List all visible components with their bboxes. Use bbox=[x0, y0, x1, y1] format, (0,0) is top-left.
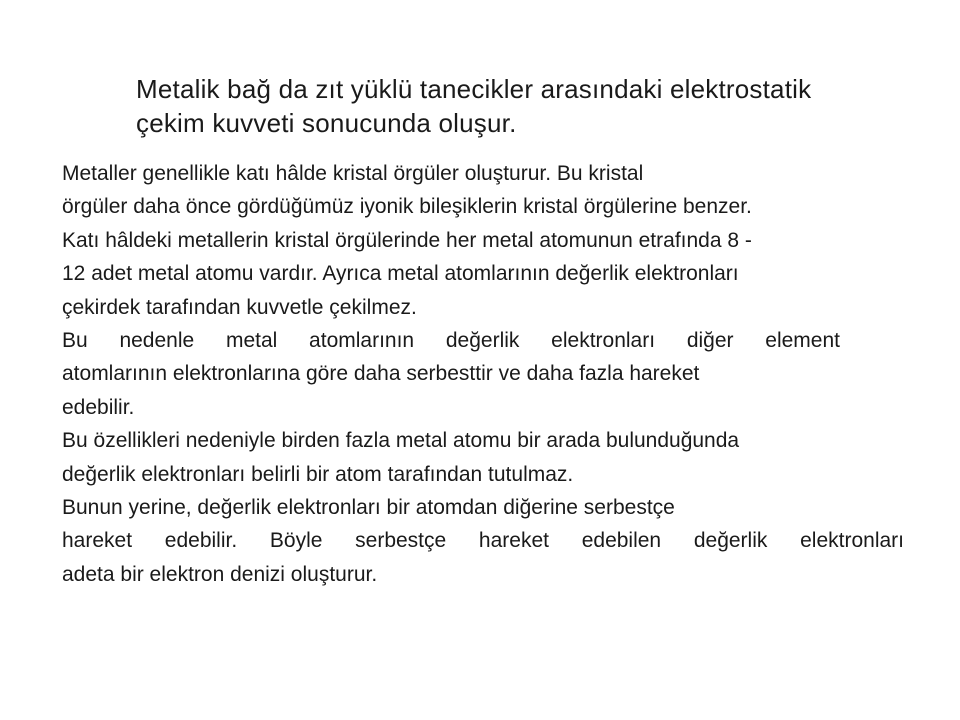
body-line: Bu nedenle metal atomlarının değerlik elektronları diğer element bbox=[62, 329, 840, 353]
body-line: atomlarının elektronlarına göre daha serbesttir ve daha fazla hareket bbox=[62, 362, 700, 386]
body-line: Bunun yerine, değerlik elektronları bir atomdan diğerine serbestçe bbox=[62, 496, 675, 520]
body-line: hareket edebilir. Böyle serbestçe hareket edebilen değerlik elektronları bbox=[62, 529, 904, 553]
body-line: örgüler daha önce gördüğümüz iyonik bileşiklerin kristal örgülerine benzer. bbox=[62, 195, 752, 219]
body-line: Katı hâldeki metallerin kristal örgülerinde her metal atomunun etrafında 8 - bbox=[62, 228, 752, 252]
body-line: 12 adet metal atomu vardır. Ayrıca metal atomlarının değerlik elektronları bbox=[62, 262, 739, 286]
title-line: çekim kuvveti sonucunda oluşur. bbox=[136, 108, 517, 138]
body-line: Metaller genellikle katı hâlde kristal örgüler oluşturur. Bu kristal bbox=[62, 162, 644, 185]
body-line: adeta bir elektron denizi oluşturur. bbox=[62, 562, 378, 586]
slide-body bbox=[62, 157, 912, 591]
body-line: çekirdek tarafından kuvvetle çekilmez. bbox=[62, 295, 417, 319]
body-line: değerlik elektronları belirli bir atom tarafından tutulmaz. bbox=[62, 462, 574, 486]
slide-title bbox=[136, 72, 916, 140]
body-line: Bu özellikleri nedeniyle birden fazla metal atomu bir arada bulunduğunda bbox=[62, 429, 740, 453]
body-line: edebilir. bbox=[62, 395, 135, 419]
title-line: Metalik bağ da zıt yüklü tanecikler arasındaki elektrostatik bbox=[136, 74, 812, 104]
